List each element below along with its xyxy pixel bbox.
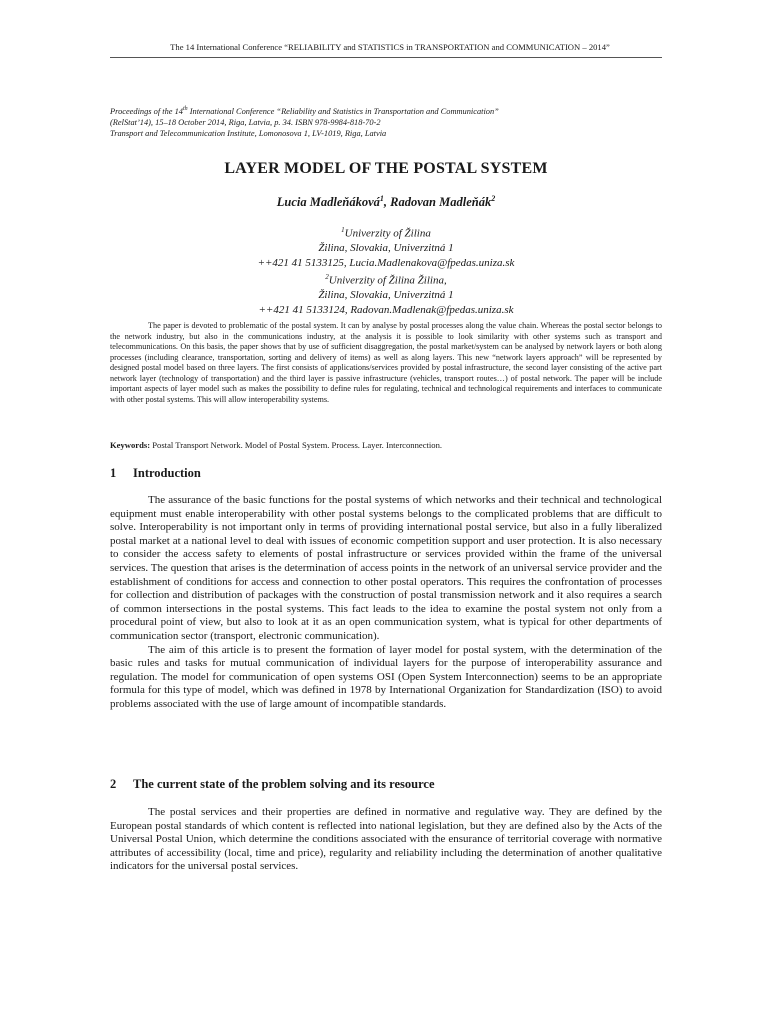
paper-authors: Lucia Madleňáková$^1$, Radovan Madleňák$^2$ — [276, 194, 496, 210]
section-number: 2 — [110, 777, 117, 791]
proceedings-line-3: Transport and Telecommunication Institute, Lomonosova 1, LV-1019, Riga, Latvia — [110, 128, 387, 138]
header-rule — [110, 57, 662, 58]
running-header: The 14 International Conference “RELIABILITY and STATISTICS in TRANSPORTATION and COMMUNICATION – 2014” — [170, 42, 610, 52]
abstract: The paper is devoted to problematic of the postal system. It can by analyse by postal processes along the value chain. Whereas the postal sector belongs to the network industry, but also in the communications industry, at the analysis it is possible to look similarity with other systems such as transport and telecommunications. On this basis, the paper shows that by use of sufficient disaggregation, the postal market/system can be analysed by network layers or both along processes (including clearance, transportation, sorting and delivery of items) as well as along layers. This new “network layers approach” will be represented by designed postal model based on three layers. The first consists of applications/services provided by postal infrastructure, the second layer consisting of the active part network layer (technology of transportation) and the third layer is passive infrastructure (vehicles, transport routes…) of postal network. The paper will be include important aspects of layer model such as makes the possibility to define rules for regulating, technical and technological requirements and interfaces to communicate with other postal systems. This will allow interoperability systems. — [110, 321, 662, 404]
affiliation-line: Žilina, Slovakia, Univerzitná 1 — [318, 242, 454, 255]
affiliation-line: ++421 41 5133125, Lucia.Madlenakova@fpedas.uniza.sk — [257, 256, 515, 269]
section-2-body — [110, 806, 662, 874]
paragraph: The postal services and their properties are defined in normative and regulative way. They are defined by the European postal standards of which content is reflected into national legislation, but they are defined also by the Acts of the Universal Postal Union, which determine the conditions associated with the ensurance of territorial coverage with normative attributes of accessibility (local, time and price), regularity and reliability including the determination of another qualitative indicators for the universal postal services. — [110, 806, 662, 873]
affiliation-line: $^2$Univerzity of Žilina Žilina, — [325, 273, 447, 287]
section-number: 1 — [110, 466, 117, 480]
section-heading-1 — [110, 466, 201, 481]
affiliation-line: ++421 41 5133124, Radovan.Madlenak@fpedas.uniza.sk — [258, 303, 514, 316]
affiliations — [110, 223, 662, 317]
section-title: The current state of the problem solving and its resource — [133, 777, 435, 791]
section-1-body — [110, 494, 662, 712]
section-heading-2 — [110, 777, 435, 792]
paragraph: The aim of this article is to present the formation of layer model for postal system, with the determination of the basic rules and tasks for mutual communication of individual layers for the purpose of interoperability assurance and regulation. The model for communication of open systems OSI (Open System Interconnection) seems to be an appropriate formula for this type of model, which was defined in 1978 by International Organization for Standardization (ISO) to avoid problems associated with the use of large amount of incompatible standards. — [110, 643, 662, 710]
affiliation-line: $^1$Univerzity of Žilina — [341, 226, 431, 240]
proceedings-line-2: (RelStat’14), 15–18 October 2014, Riga, Latvia, p. 34. ISBN 978-9984-818-70-2 — [110, 117, 381, 127]
proceedings-line-1: Proceedings of the 14th International Conference “Reliability and Statistics in Transportation and Communication” — [110, 106, 499, 116]
keywords-text: Postal Transport Network. Model of Postal System. Process. Layer. Interconnection. — [152, 440, 443, 450]
affiliation-line: Žilina, Slovakia, Univerzitná 1 — [318, 289, 454, 302]
section-title: Introduction — [133, 466, 201, 480]
paragraph: The assurance of the basic functions for the postal systems of which networks and their technical and technological equipment must enable interoperability with other postal systems belongs to the complicated problems that are difficult to solve. Interoperability is not important only in terms of providing international postal service, but also in a fully liberalized postal market at a national level to deal with issues of economic competition support and user protection. It is also necessary to consider the access safety to elements of postal infrastructure or services provided within the frame of the universal services. The question that arises is the determination of access points in the network of an universal service provider and the establishment of conditions for access and connection to other postal operators. This requires the confrontation of processes for collection and distribution of packages with the construction of postal transmission network and it also requires a search of common intersections in the postal systems. This fact leads to the idea to examine the postal system not only from a procedural point of view, but also to look at it as an open communication system, what is typical for other departments of communication sector (transport, electronic communication). — [110, 494, 662, 642]
paper-title: LAYER MODEL OF THE POSTAL SYSTEM — [224, 160, 548, 177]
keywords — [110, 440, 662, 450]
proceedings-block — [110, 104, 670, 139]
keywords-label: Keywords: — [110, 440, 151, 450]
